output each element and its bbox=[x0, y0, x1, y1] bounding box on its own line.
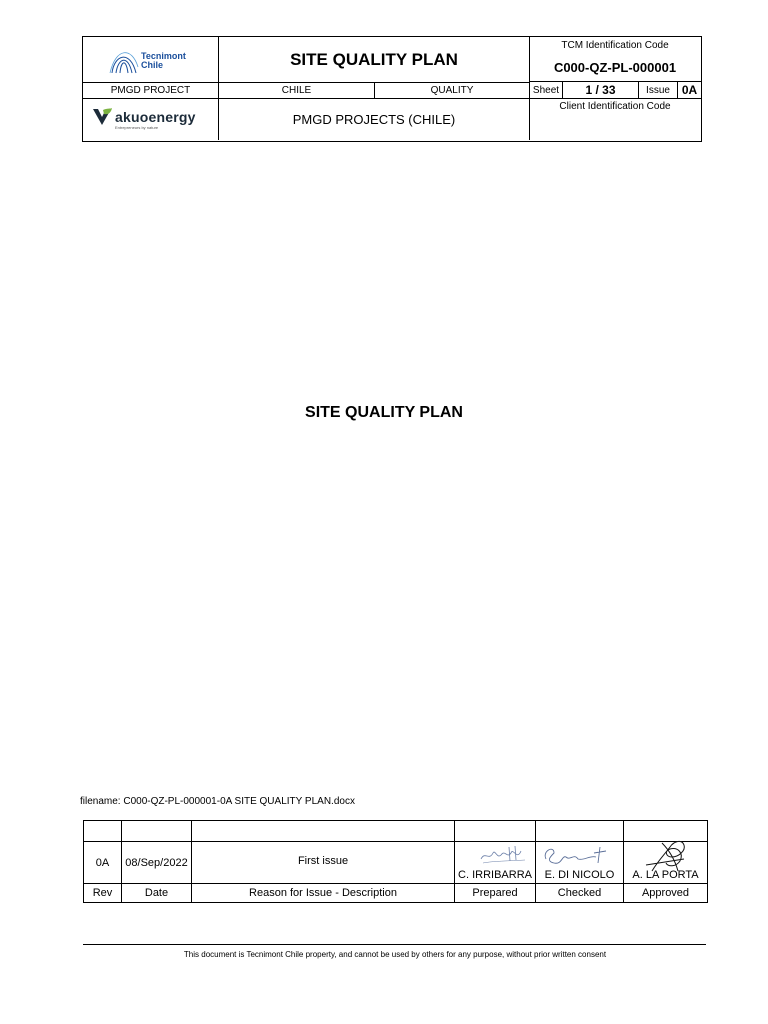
approved-name: A. LA PORTA bbox=[632, 869, 699, 881]
tecnimont-logo bbox=[108, 45, 203, 75]
checked-signature-icon bbox=[540, 843, 615, 869]
document-title: SITE QUALITY PLAN bbox=[305, 404, 463, 421]
sheet-label: Sheet bbox=[532, 84, 560, 96]
issue-label: Issue bbox=[646, 84, 670, 96]
date-cell: 08/Sep/2022 bbox=[125, 856, 188, 869]
reason-cell: First issue bbox=[297, 855, 349, 867]
header-prepared: Prepared bbox=[472, 887, 518, 899]
prepared-name: C. IRRIBARRA bbox=[458, 869, 532, 881]
project-label: PMGD PROJECT bbox=[110, 85, 191, 96]
akuo-leaf-icon bbox=[91, 106, 113, 128]
revision-table bbox=[83, 820, 708, 903]
logo-line-2: Chile bbox=[141, 60, 164, 70]
footer-notice: This document is Tecnimont Chile property, and cannot be used by others for any purpose, without prior written consent bbox=[183, 950, 607, 959]
tcm-code: C000-QZ-PL-000001 bbox=[553, 59, 677, 75]
header-reason: Reason for Issue - Description bbox=[249, 887, 397, 899]
akuo-tagline: Entrepreneurs by nature bbox=[115, 125, 159, 130]
projects-subtitle: PMGD PROJECTS (CHILE) bbox=[292, 111, 456, 127]
akuo-logo bbox=[91, 103, 213, 135]
title-block bbox=[82, 36, 702, 142]
sheet-value: 1 / 33 bbox=[585, 83, 616, 97]
header-date: Date bbox=[144, 887, 169, 899]
table-cell bbox=[84, 821, 121, 841]
checked-name: E. DI NICOLO bbox=[544, 869, 615, 881]
client-code-label: Client Identification Code bbox=[559, 100, 671, 112]
header-rev: Rev bbox=[92, 887, 113, 899]
akuo-wordmark: akuoenergy bbox=[115, 109, 196, 125]
filename: filename: C000-QZ-PL-000001-0A SITE QUALITY PLAN.docx bbox=[80, 796, 355, 807]
country-label: CHILE bbox=[281, 85, 312, 96]
rev-cell: 0A bbox=[95, 856, 110, 869]
footer-rule bbox=[83, 944, 706, 945]
logo-line-1: Tecnimont bbox=[141, 51, 186, 61]
discipline-label: QUALITY bbox=[430, 85, 474, 96]
header-approved: Approved bbox=[641, 887, 690, 899]
header-checked: Checked bbox=[557, 887, 602, 899]
tcm-code-label: TCM Identification Code bbox=[561, 39, 669, 51]
plan-title: SITE QUALITY PLAN bbox=[290, 49, 458, 69]
prepared-signature-icon bbox=[479, 843, 529, 867]
issue-value: 0A bbox=[681, 83, 698, 97]
